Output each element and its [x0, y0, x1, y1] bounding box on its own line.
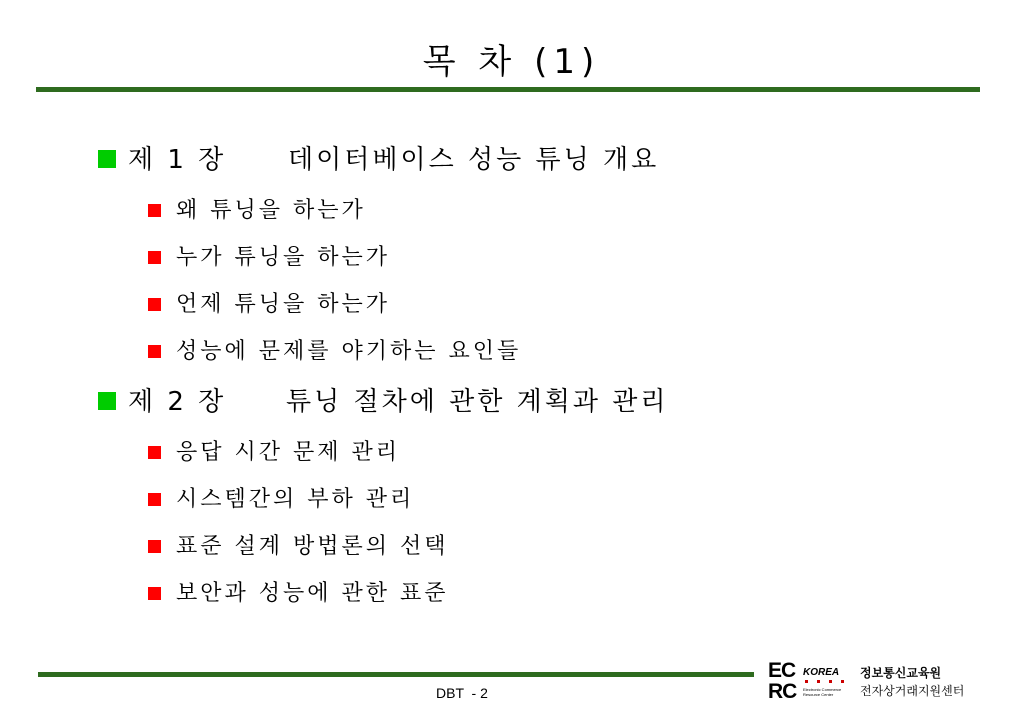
section-bullet-icon: [148, 204, 161, 217]
chapter-title: 데이터베이스 성능 튜닝 개요: [288, 145, 660, 175]
section-label: 보안과 성능에 관한 표준: [176, 581, 449, 606]
logo-korea-text: KOREA: [803, 667, 840, 678]
section-item: [98, 523, 958, 570]
logo-dots-icon: [805, 680, 845, 683]
section-label: 성능에 문제를 야기하는 요인들: [176, 339, 522, 364]
organization-block: [860, 664, 964, 700]
section-label: 응답 시간 문제 관리: [176, 440, 400, 465]
logo-ec-text: EC: [768, 659, 796, 682]
chapter-number: 제 2 장: [128, 387, 227, 417]
table-of-contents: [98, 136, 958, 620]
organization-subtitle: 전자상거래지원센터: [860, 684, 965, 698]
chapter-title: 튜닝 절차에 관한 계획과 관리: [286, 387, 669, 417]
section-item: [98, 234, 958, 281]
chapter-1-sections: [98, 187, 958, 375]
chapter-number: 제 1 장: [128, 145, 227, 175]
section-item: [98, 281, 958, 328]
page-number: DBT - 2: [436, 685, 488, 701]
section-label: 왜 튜닝을 하는가: [176, 198, 366, 223]
chapter-2-sections: [98, 429, 958, 617]
section-bullet-icon: [148, 540, 161, 553]
logo-rc-text: RC: [768, 680, 797, 703]
footer-divider: [38, 672, 754, 677]
section-bullet-icon: [148, 251, 161, 264]
chapter-1: [98, 136, 958, 184]
logo-subtitle-line1: Electronic Commerce: [803, 687, 842, 692]
section-bullet-icon: [148, 298, 161, 311]
section-bullet-icon: [148, 493, 161, 506]
section-item: [98, 328, 958, 375]
section-bullet-icon: [148, 587, 161, 600]
section-label: 언제 튜닝을 하는가: [176, 292, 391, 317]
ecrc-korea-logo: [768, 660, 854, 704]
section-item: [98, 570, 958, 617]
chapter-bullet-icon: [98, 150, 116, 168]
section-item: [98, 476, 958, 523]
section-bullet-icon: [148, 345, 161, 358]
section-item: [98, 429, 958, 476]
section-label: 시스템간의 부하 관리: [176, 487, 415, 512]
section-label: 누가 튜닝을 하는가: [176, 245, 391, 270]
title-divider: [36, 87, 980, 92]
section-label: 표준 설계 방법론의 선택: [176, 534, 449, 559]
section-item: [98, 187, 958, 234]
section-bullet-icon: [148, 446, 161, 459]
logo-subtitle-line2: Resource Center: [803, 692, 834, 697]
chapter-bullet-icon: [98, 392, 116, 410]
chapter-2: [98, 378, 958, 426]
page-title: 목 차 (1): [422, 42, 601, 82]
organization-name: 정보통신교육원: [860, 666, 942, 680]
